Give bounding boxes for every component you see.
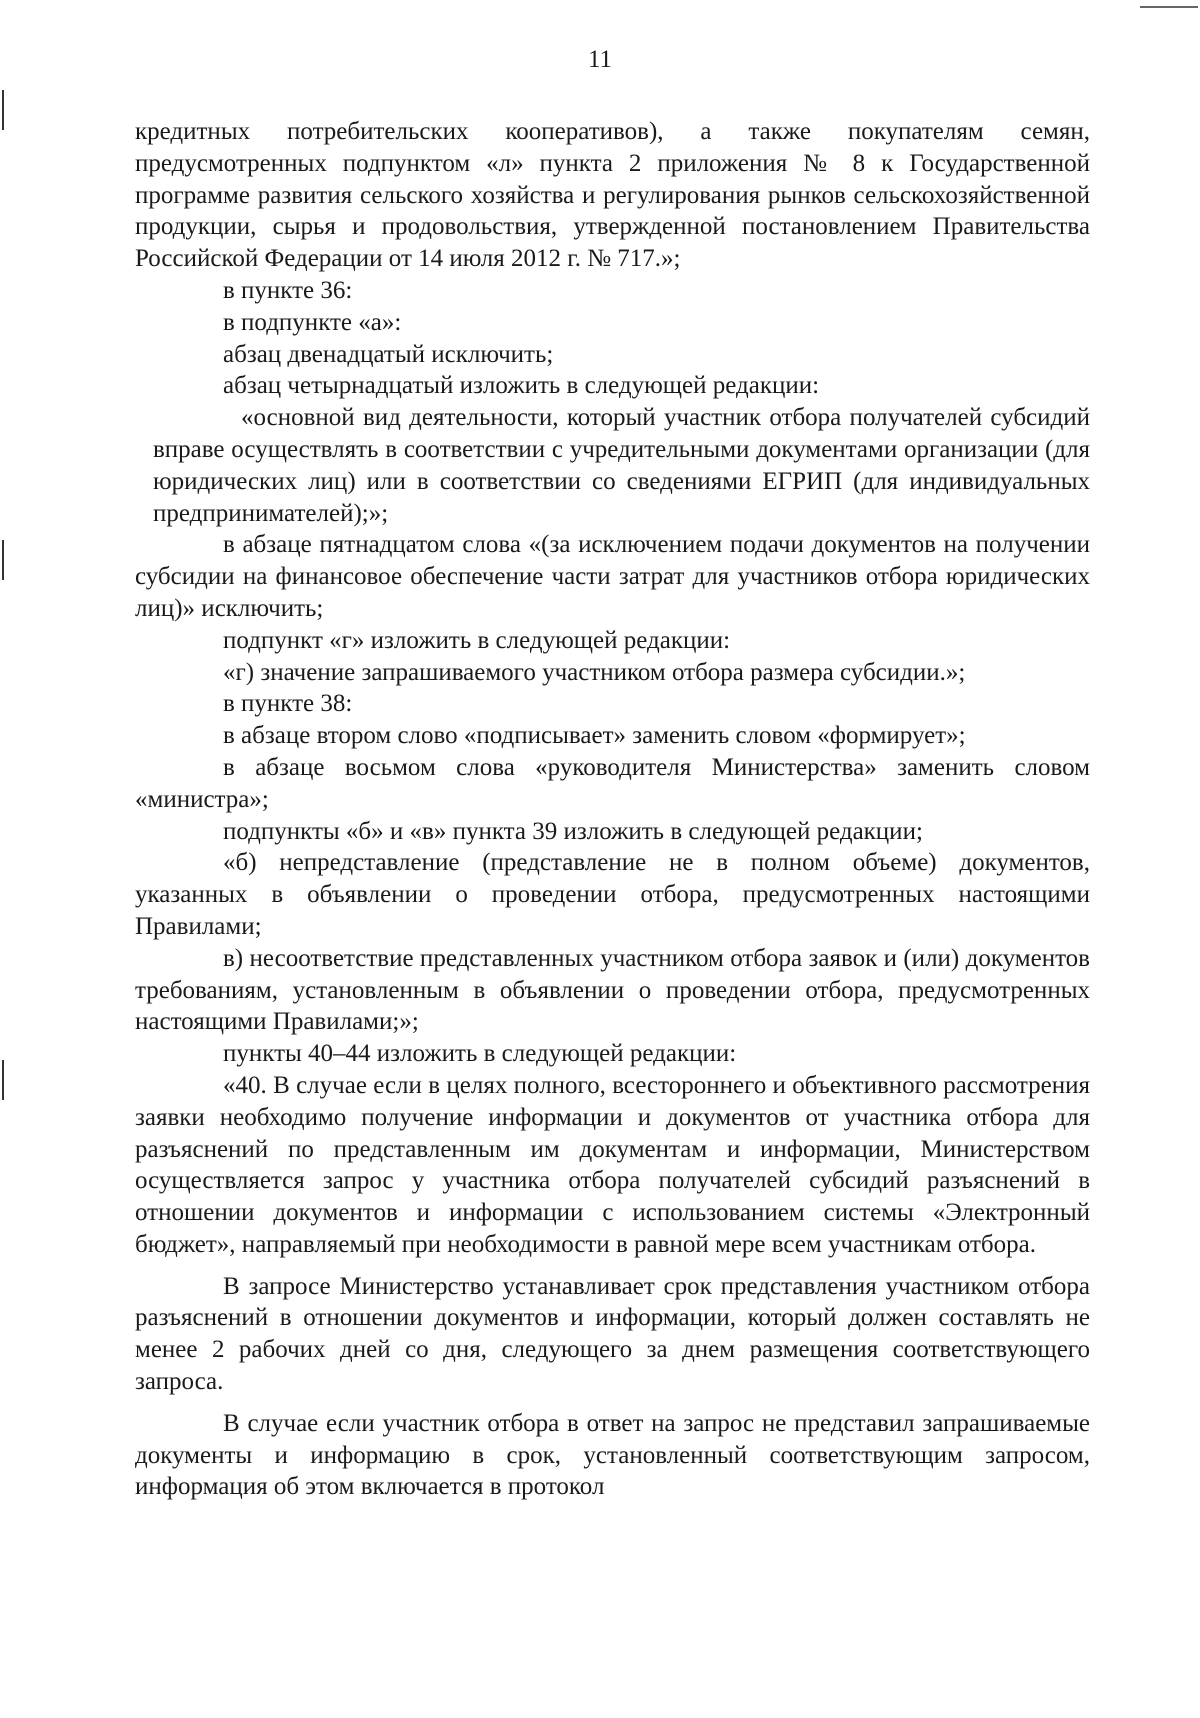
- paragraph-14: «б) непредставление (представление не в полном объеме) документов, указанных в объявлении о проведении отбора, предусмотренных настоящими Правилами;: [135, 849, 1090, 940]
- page-number: 11: [587, 46, 613, 73]
- paragraph-11: в абзаце втором слово «подписывает» заменить словом «формирует»;: [223, 722, 966, 750]
- paragraph-1: кредитных потребительских кооперативов), а также покупателям семян, предусмотренных подпунктом «л» пункта 2 приложения № 8 к Государственной программе развития сельского хозяйства и регулирования рынков сельскохозяйственной продукции, сырья и продовольствия, утвержденной постановлением Правительства Российской Федерации от 14 июля 2012 г. № 717.»;: [135, 118, 1090, 273]
- paragraph-17: «40. В случае если в целях полного, всестороннего и объективного рассмотрения заявки необходимо получение информации и документов от участника отбора для разъяснений по представленным им документам и информации, Министерством осуществляется запрос у участника отбора получателей субсидий разъяснений в отношении документов и информации с использованием системы «Электронный бюджет», направляемый при необходимости в равной мере всем участникам отбора.: [135, 1071, 1090, 1258]
- paragraph-3: в подпункте «а»:: [223, 308, 402, 336]
- paragraph-12: в абзаце восьмом слова «руководителя Министерства» заменить словом «министра»;: [135, 753, 1090, 813]
- scan-mark: [2, 90, 4, 130]
- paragraph-6: «основной вид деятельности, который участник отбора получателей субсидий вправе осуществлять в соответствии с учредительными документами организации (для юридических лиц) или в соответствии со сведениями ЕГРИП (для индивидуальных предпринимателей);»;: [153, 404, 1090, 527]
- paragraph-13: подпункты «б» и «в» пункта 39 изложить в следующей редакции;: [223, 817, 923, 845]
- paragraph-4: абзац двенадцатый исключить;: [223, 340, 554, 368]
- paragraph-2: в пункте 36:: [223, 276, 353, 304]
- paragraph-15: в) несоответствие представленных участником отбора заявок и (или) документов требованиям, установленным в объявлении о проведении отбора, предусмотренных настоящими Правилами;»;: [135, 944, 1090, 1036]
- scan-mark: [1140, 6, 1198, 8]
- paragraph-8: подпункт «г» изложить в следующей редакции:: [223, 626, 731, 654]
- paragraph-7: в абзаце пятнадцатом слова «(за исключением подачи документов на получении субсидии на финансовое обеспечение части затрат для участников отбора юридических лиц)» исключить;: [135, 531, 1090, 622]
- paragraph-19: В случае если участник отбора в ответ на запрос не представил запрашиваемые документы и информацию в срок, установленный соответствующим запросом, информация об этом включается в протокол: [135, 1409, 1090, 1501]
- scan-mark: [2, 540, 4, 580]
- paragraph-18: В запросе Министерство устанавливает срок представления участником отбора разъяснений в отношении документов и информации, который должен составлять не менее 2 рабочих дней со дня, следующего за днем размещения соответствующего запроса.: [135, 1272, 1090, 1396]
- document-body: [135, 116, 1090, 1503]
- paragraph-9: «г) значение запрашиваемого участником отбора размера субсидии.»;: [223, 658, 966, 686]
- paragraph-10: в пункте 38:: [223, 690, 353, 718]
- scan-mark: [2, 1060, 4, 1100]
- paragraph-5: абзац четырнадцатый изложить в следующей редакции:: [223, 372, 820, 400]
- paragraph-16: пункты 40–44 изложить в следующей редакции:: [223, 1040, 737, 1068]
